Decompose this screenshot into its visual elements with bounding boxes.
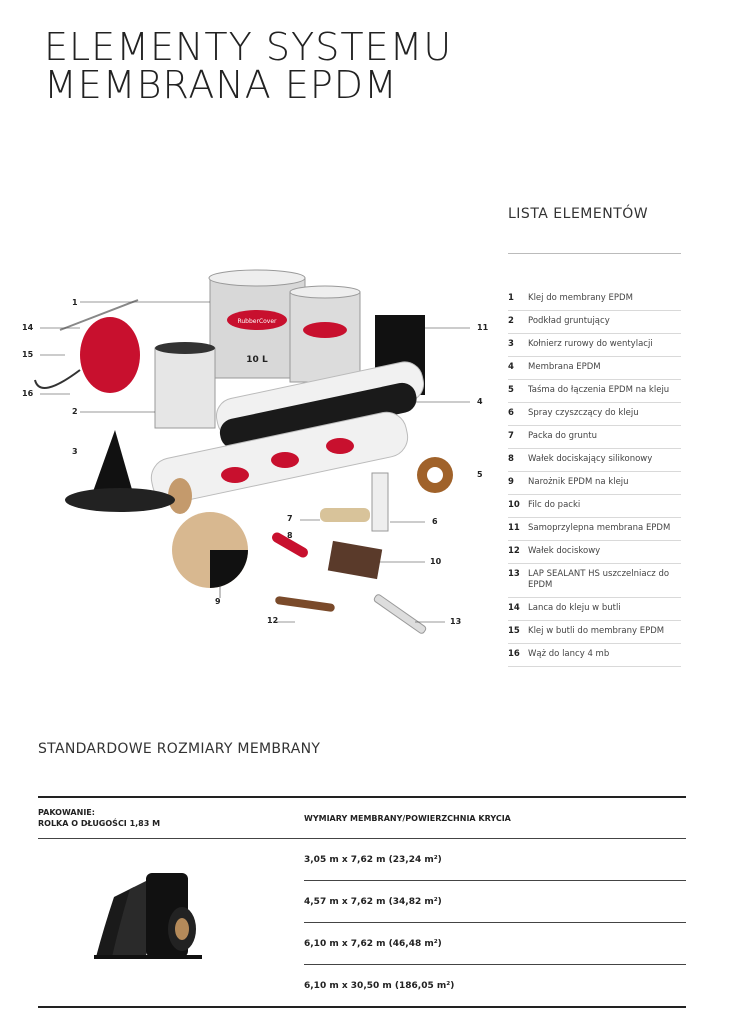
list-item [508, 621, 681, 644]
item-label: Samoprzylepna membrana EPDM [528, 523, 671, 533]
callout-13: 13 [450, 617, 462, 626]
table-row: 4,57 m x 7,62 m (34,82 m²) [304, 881, 686, 923]
table-row: 6,10 m x 30,50 m (186,05 m²) [304, 981, 455, 991]
item-number: 16 [508, 649, 520, 659]
item-label: Lanca do kleju w butli [528, 603, 621, 613]
list-item [508, 541, 681, 564]
callout-1: 1 [72, 298, 78, 307]
item-number: 2 [508, 316, 514, 326]
callout-11: 11 [477, 323, 489, 332]
item-label: Narożnik EPDM na kleju [528, 477, 629, 487]
item-label: Klej do membrany EPDM [528, 293, 633, 303]
item-label: Packa do gruntu [528, 431, 597, 441]
page-title [44, 25, 453, 107]
item-label: Membrana EPDM [528, 362, 601, 372]
item-label: Filc do packi [528, 500, 581, 510]
item-label: LAP SEALANT HS uszczelniacz do EPDM [528, 569, 670, 590]
glue-tank-icon [80, 317, 140, 393]
item-number: 15 [508, 626, 520, 636]
callout-2: 2 [72, 407, 78, 416]
table-header [38, 798, 686, 838]
callout-10: 10 [430, 557, 442, 566]
membrane-roll-icon [94, 867, 208, 963]
item-label: Taśma do łączenia EPDM na kleju [528, 385, 670, 395]
item-number: 10 [508, 500, 520, 510]
sizes-table [38, 796, 686, 1008]
item-number: 6 [508, 408, 514, 418]
list-item [508, 598, 681, 621]
element-list-divider [508, 253, 681, 254]
callout-16: 16 [22, 389, 34, 398]
item-number: 14 [508, 603, 520, 613]
list-item [508, 518, 681, 541]
item-label: Klej w butli do membrany EPDM [528, 626, 665, 636]
list-item [508, 288, 681, 311]
item-label: Spray czyszczący do kleju [528, 408, 639, 418]
element-list [508, 288, 681, 667]
callout-3: 3 [72, 447, 78, 456]
item-number: 11 [508, 523, 520, 533]
list-item [508, 644, 681, 667]
table-row: 3,05 m x 7,62 m (23,24 m²) [304, 839, 686, 881]
item-label: Wąż do lancy 4 mb [528, 649, 610, 659]
callout-5: 5 [477, 470, 483, 479]
item-number: 12 [508, 546, 520, 556]
table-row: 6,10 m x 7,62 m (46,48 m²) [304, 923, 686, 965]
page-title-line1: ELEMENTY SYSTEMU [44, 25, 453, 69]
callout-15: 15 [22, 350, 34, 359]
item-number: 13 [508, 569, 520, 579]
can-volume-label: 10 L [246, 355, 268, 365]
callout-12: 12 [267, 616, 279, 625]
item-number: 5 [508, 385, 514, 395]
callout-7: 7 [287, 514, 293, 523]
sizes-heading: STANDARDOWE ROZMIARY MEMBRANY [38, 741, 321, 757]
list-item [508, 472, 681, 495]
list-item [508, 403, 681, 426]
list-item [508, 449, 681, 472]
packaging-header-line2: ROLKA O DŁUGOŚCI 1,83 M [38, 819, 161, 828]
list-item [508, 311, 681, 334]
dimension-rows [304, 839, 686, 1007]
callout-8: 8 [287, 531, 293, 540]
table-body [38, 839, 686, 1006]
list-item [508, 357, 681, 380]
callout-6: 6 [432, 517, 438, 526]
item-number: 7 [508, 431, 514, 441]
product-illustration [20, 260, 490, 650]
item-number: 3 [508, 339, 514, 349]
dimensions-header: WYMIARY MEMBRANY/POWIERZCHNIA KRYCIA [304, 813, 511, 823]
callout-14: 14 [22, 323, 34, 332]
element-list-heading: LISTA ELEMENTÓW [508, 206, 649, 222]
list-item [508, 334, 681, 357]
item-number: 1 [508, 293, 514, 303]
list-item [508, 426, 681, 449]
page-title-line2: MEMBRANA EPDM [44, 63, 398, 107]
products-graphic [20, 260, 490, 650]
item-number: 9 [508, 477, 514, 487]
list-item [508, 380, 681, 403]
list-item [508, 495, 681, 518]
callout-4: 4 [477, 397, 483, 406]
item-number: 8 [508, 454, 514, 464]
packaging-header [38, 807, 304, 829]
can-brand-label: RubberCover [237, 318, 277, 325]
list-item [508, 564, 681, 598]
item-number: 4 [508, 362, 514, 372]
item-label: Wałek dociskający silikonowy [528, 454, 653, 464]
callout-9: 9 [215, 597, 221, 606]
packaging-header-line1: PAKOWANIE: [38, 808, 95, 817]
item-label: Podkład gruntujący [528, 316, 610, 326]
item-label: Kołnierz rurowy do wentylacji [528, 339, 653, 349]
item-label: Wałek dociskowy [528, 546, 601, 556]
